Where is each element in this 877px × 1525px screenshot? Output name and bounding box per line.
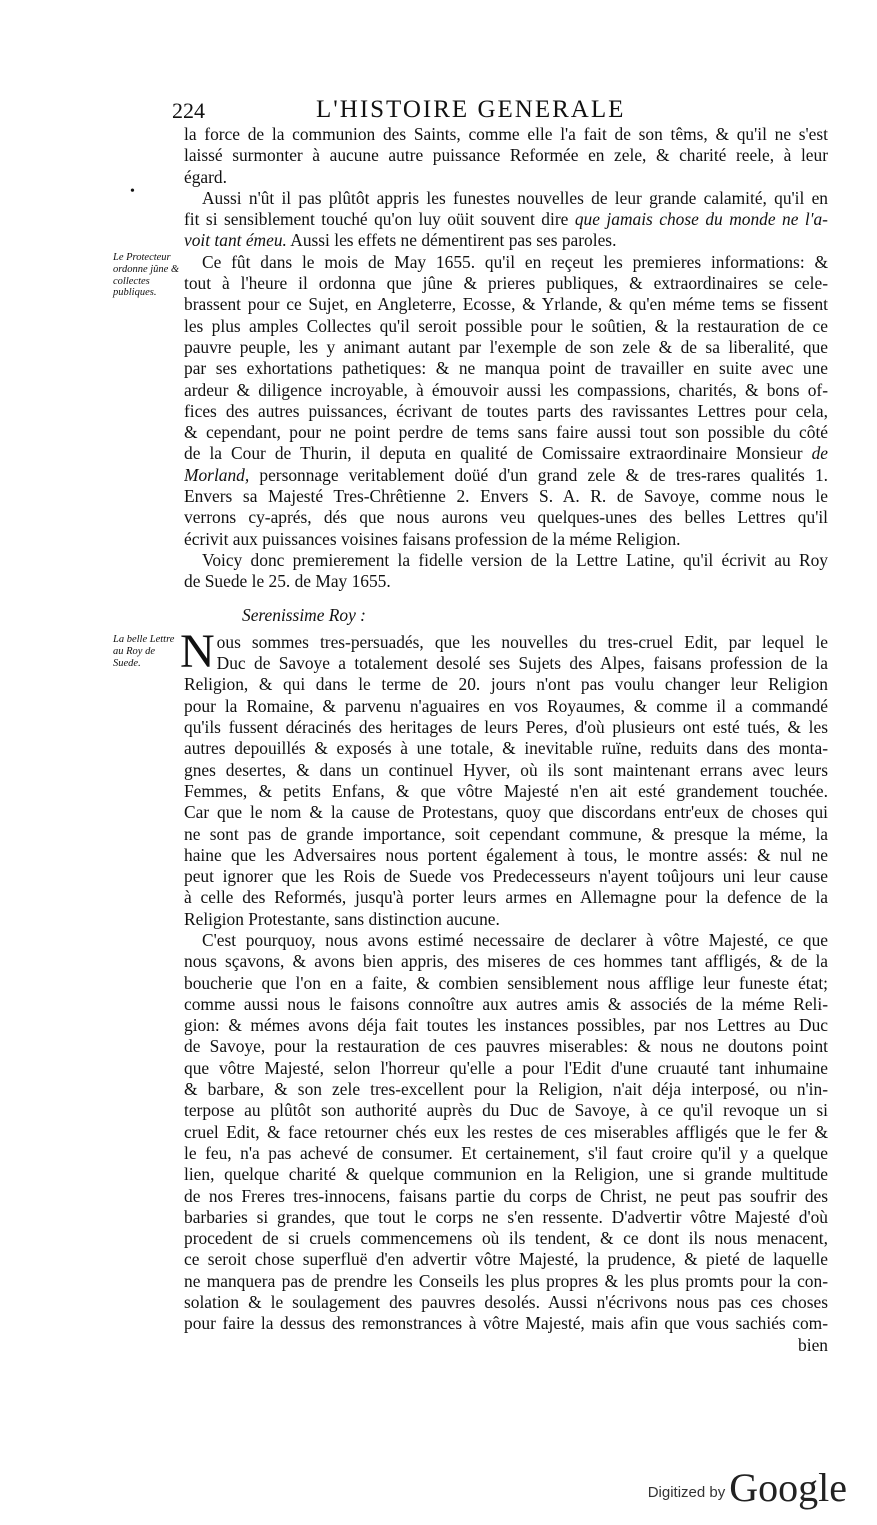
paragraph-intro	[184, 124, 828, 188]
text-line: barbaries si grandes, que tout le corps ne s'en ressente. D'advertir vôtre Majesté d'où	[184, 1206, 828, 1227]
text-line: terpose au plûtôt son authorité auprès du Duc de Savoye, à ce qu'il revoque un si	[184, 1100, 828, 1121]
text-line: pour la Romaine, & parvenu n'aguaires en vos Royaumes, & comme il a commandé	[184, 695, 828, 716]
text-line: lien, quelque charité & quelque communion en la Religion, une si grande multitude	[184, 1164, 828, 1185]
text-line: Voicy donc premierement la fidelle version de la Lettre Latine, qu'il écrivit au Roy	[202, 549, 828, 570]
text-line: les plus amples Collectes qu'il seroit possible pour le soûtien, & la restauration de ce	[184, 315, 828, 336]
paragraph-may-1655	[184, 252, 828, 550]
text-line: Duc de Savoye a totalement desolé ses Sujets des Alpes, faisans profession de la	[216, 653, 828, 674]
text-line: Envers sa Majesté Tres-Chrêtienne 2. Envers S. A. R. de Savoye, comme nous le	[184, 486, 828, 507]
text-line: Religion Protestante, sans distinction aucune.	[184, 908, 500, 929]
text-line: procedent de si cruels commencemens où ils tendent, & ce dont ils nous menacent,	[184, 1228, 828, 1249]
text-line: pour faire la dessus des remonstrances à vôtre Majesté, mais afin que vous sachiés com-	[184, 1313, 828, 1334]
text-line: brassent pour ce Sujet, en Angleterre, Ecosse, & Yrlande, & qu'en méme tems se fissent	[184, 294, 828, 315]
text-line: ce seroit chose superfluë d'en advertir vôtre Majesté, la prudence, & pieté de laquelle	[184, 1249, 828, 1270]
text-line: & barbare, & son zele tres-excellent pour la Religion, n'ait déja interposé, ou n'in-	[184, 1079, 828, 1100]
text-line: ne manquera pas de prendre les Conseils les plus propres & les plus promts pour la con-	[184, 1270, 828, 1291]
text-line: solation & le soulagement des pauvres desolés. Aussi n'écrivons nous pas ces choses	[184, 1292, 828, 1313]
digitized-by-footer	[648, 1464, 847, 1511]
text-line: pauvre peuple, les y animant autant par l'exemple de son zele & de sa liberalité, que	[184, 336, 828, 357]
letter-paragraph-2	[184, 930, 828, 1356]
text-line: Car que le nom & la cause de Protestans, quoy que discordans entr'eux de choses qui	[184, 802, 828, 823]
text-line: cruel Edit, & face retourner chés eux les restes de ces miserables affligés que le fer &	[184, 1121, 828, 1142]
text-line: C'est pourquoy, nous avons estimé necessaire de declarer à vôtre Majesté, ce que	[202, 929, 828, 950]
letter-salutation: Serenissime Roy :	[242, 604, 366, 625]
text-line: verrons cy-aprés, dés que nous aurons veu quelques-unes des belles Lettres qu'il	[184, 507, 828, 528]
text-line: laissé surmonter à aucune autre puissance Reformée en zele, & charité reele, à leur	[184, 145, 828, 166]
text-line: Religion, & qui dans le terme de 20. jours n'ont pas voulu changer leur Religion	[184, 674, 828, 695]
margin-note-letter: La belle Lettre au Roy de Suede.	[113, 634, 175, 669]
digitized-label: Digitized by	[647, 1484, 726, 1501]
text-line: boucherie que l'on en a faite, & combien sensiblement nous afflige leur funeste état;	[184, 972, 828, 993]
catchword: bien	[798, 1334, 828, 1355]
text-line: voit tant émeu. Aussi les effets ne démentirent pas ses paroles.	[184, 230, 617, 251]
text-line: ne sont pas de grande importance, soit cependant commune, & presque la méme, la	[184, 823, 828, 844]
text-line: gnes desertes, & dans un continuel Hyver, où ils sont maintenant errans avec leurs	[184, 759, 828, 780]
text-line: de Savoye, pour la restauration de ces pauvres miserables: & nous ne doutons point	[184, 1036, 828, 1057]
page-body	[180, 124, 828, 1356]
drop-capital: N	[180, 624, 215, 678]
text-line: autres depouillés & exposés à une totale, & inevitable ruïne, reduits dans des monta-	[184, 738, 828, 759]
text-line: haine que les Adversaires nous portent également à tous, le montre assés: & nul ne	[184, 844, 828, 865]
text-line: fit si sensiblement touché qu'on luy oüit souvent dire que jamais chose du monde ne l'a-	[184, 209, 828, 230]
letter-paragraph-1	[180, 624, 828, 930]
text-line: de nos Freres tres-innocens, faisans partie du corps de Christ, ne peut pas soufrir des	[184, 1185, 828, 1206]
text-line: le feu, n'a pas achevé de consumer. Et certainement, s'il faut croire qu'il y a quelque	[184, 1142, 828, 1163]
google-logo: Google	[729, 1465, 847, 1510]
text-line: égard.	[184, 166, 227, 187]
text-line: à celle des Reformés, jusqu'à porter leurs armes en Allemagne pour la defence de la	[184, 887, 828, 908]
text-line: que vôtre Majesté, selon l'horreur qu'elle a pour l'Edit d'une cruauté tant inhumaine	[184, 1057, 828, 1078]
text-line: gion: & mémes avons déja fait toutes les instances possibles, par nos Lettres au Duc	[184, 1015, 828, 1036]
text-line: peut ignorer que les Rois de Suede vos Predecesseurs n'ayent toûjours uni leur cause	[184, 866, 828, 887]
text-line: ardeur & diligence incroyable, à émouvoir aussi les compassions, charités, & bons of-	[184, 379, 828, 400]
page-number: 224	[172, 98, 205, 123]
paragraph-calamity	[184, 188, 828, 252]
margin-mark: •	[130, 184, 135, 199]
text-line: Aussi n'ût il pas plûtôt appris les funestes nouvelles de leur grande calamité, qu'il en	[202, 187, 828, 208]
text-line: de la Cour de Thurin, il deputa en qualité de Comissaire extraordinaire Monsieur de	[184, 443, 828, 464]
text-line: Morland, personnage veritablement doüé d'un grand zele & de tres-rares qualités 1.	[184, 464, 828, 485]
running-title: L'HISTOIRE GENERALE	[316, 96, 626, 123]
margin-note-protector: Le Protecteur ordonne jûne & collectes publiques.	[113, 252, 180, 299]
paragraph-letter-intro	[184, 550, 828, 593]
text-line: la force de la communion des Saints, comme elle l'a fait de son têms, & qu'il ne s'est	[184, 124, 828, 144]
text-line: tout à l'heure il ordonna que jûne & prieres publiques, & extraordinaires se cele-	[184, 273, 828, 294]
text-line: de Suede le 25. de May 1655.	[184, 571, 391, 592]
text-line: Femmes, & petits Enfans, & que vôtre Majesté n'en ait esté grandement touchée.	[184, 780, 828, 801]
text-line: ous sommes tres-persuadés, que les nouvelles du tres-cruel Edit, par lequel le	[216, 631, 828, 652]
text-line: qu'ils fussent déracinés des heritages de leurs Peres, d'où plusieurs ont esté tués, & les	[184, 717, 828, 738]
text-line: Ce fût dans le mois de May 1655. qu'il en reçeut les premieres informations: &	[202, 251, 828, 272]
text-line: nous sçavons, & avons bien appris, des miseres de ces hommes tant affligés, & de la	[184, 951, 828, 972]
text-line: par ses exhortations pathetiques: & ne manqua point de travailler en suite avec une	[184, 358, 828, 379]
text-line: fices des autres puissances, écrivant de toutes parts des ravissantes Lettres pour cela,	[184, 400, 828, 421]
text-line: comme aussi nous le faisons connoître aux autres amis & associés de la méme Reli-	[184, 993, 828, 1014]
page-header	[0, 96, 877, 124]
text-line: & cependant, pour ne point perdre de tems sans faire aussi tout son possible du côté	[184, 422, 828, 443]
text-line: écrivit aux puissances voisines faisans profession de la méme Religion.	[184, 528, 681, 549]
